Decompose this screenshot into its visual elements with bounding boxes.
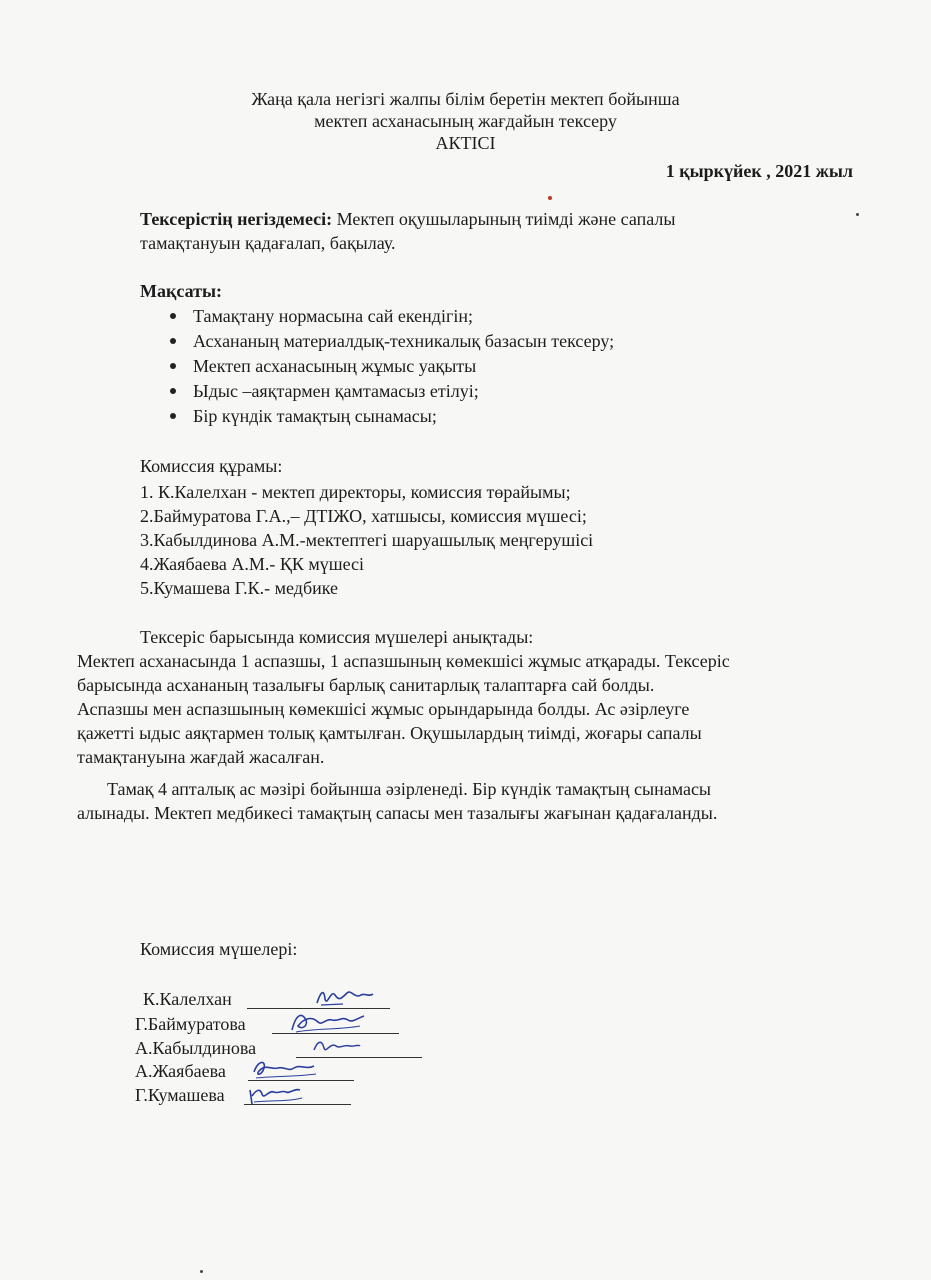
basis-text-1: Мектеп оқушыларының тиімді және сапалы [332,209,676,229]
scan-speck [200,1270,203,1273]
findings-intro: Тексеріс барысында комиссия мүшелері анықтады: [140,627,534,647]
bullet-icon [170,338,176,344]
findings-line: Мектеп асханасында 1 аспазшы, 1 аспазшының көмекшісі жұмыс атқарады. Тексеріс [77,651,730,671]
findings-para2-line-1: Тамақ 4 апталық ас мәзірі бойынша әзірленеді. Бір күндік тамақтың сынамасы [107,779,712,799]
commission-member: 1. К.Калелхан - мектеп директоры, комиссия төрайымы; [140,482,571,502]
findings-para2-line-2: алынады. Мектеп медбикесі тамақтың сапасы мен тазалығы жағынан қадағаланды. [77,803,718,823]
goal-item: Ыдыс –аяқтармен қамтамасыз етілуі; [193,381,479,401]
header-line-2: мектеп асханасының жағдайын тексеру [314,111,617,131]
header-line-1: Жаңа қала негізгі жалпы білім беретін мектеп бойынша [251,89,680,109]
goals-label: Мақсаты: [140,281,222,301]
signatory-name: К.Калелхан [143,989,232,1009]
signature-mark [246,1080,306,1110]
goal-item: Бір күндік тамақтың сынамасы; [193,406,437,426]
signatory-name: А.Кабылдинова [135,1038,257,1058]
scan-speck [548,196,552,200]
document-date: 1 қыркүйек , 2021 жыл [665,161,853,181]
basis-line-1 [140,208,675,230]
signatory-name: Г.Баймуратова [135,1014,246,1034]
signatory-name: Г.Кумашева [135,1085,225,1105]
findings-line: тамақтануына жағдай жасалған. [77,747,325,767]
bullet-icon [170,413,176,419]
commission-label: Комиссия құрамы: [140,456,283,476]
commission-member: 2.Баймуратова Г.А.,– ДТІЖО, хатшысы, комиссия мүшесі; [140,506,587,526]
document-title: АКТІСІ [435,133,496,153]
signatory-name: А.Жаябаева [135,1061,226,1081]
findings-line: барысында асхананың тазалығы барлық санитарлық талаптарға сай болды. [77,675,655,695]
findings-line: қажетті ыдыс аяқтармен толық қамтылған. Оқушылардың тиімді, жоғары сапалы [77,723,702,743]
commission-member: 3.Кабылдинова А.М.-мектептегі шаруашылық меңгерушісі [140,530,594,550]
commission-member: 4.Жаябаева А.М.- ҚК мүшесі [140,554,365,574]
signatures-label: Комиссия мүшелері: [140,939,298,959]
goal-item: Асхананың материалдық-техникалық базасын тексеру; [193,331,615,351]
findings-line: Аспазшы мен аспазшының көмекшісі жұмыс орындарында болды. Ас әзірлеуге [77,699,690,719]
goal-item: Тамақтану нормасына сай екендігін; [193,306,473,326]
basis-label: Тексерістің негіздемесі: [140,209,333,229]
bullet-icon [170,363,176,369]
scan-speck [856,213,859,216]
bullet-icon [170,388,176,394]
basis-line-2: тамақтануын қадағалап, бақылау. [140,233,396,253]
goal-item: Мектеп асханасының жұмыс уақыты [193,356,477,376]
bullet-icon [170,313,176,319]
commission-member: 5.Кумашева Г.К.- медбике [140,578,339,598]
